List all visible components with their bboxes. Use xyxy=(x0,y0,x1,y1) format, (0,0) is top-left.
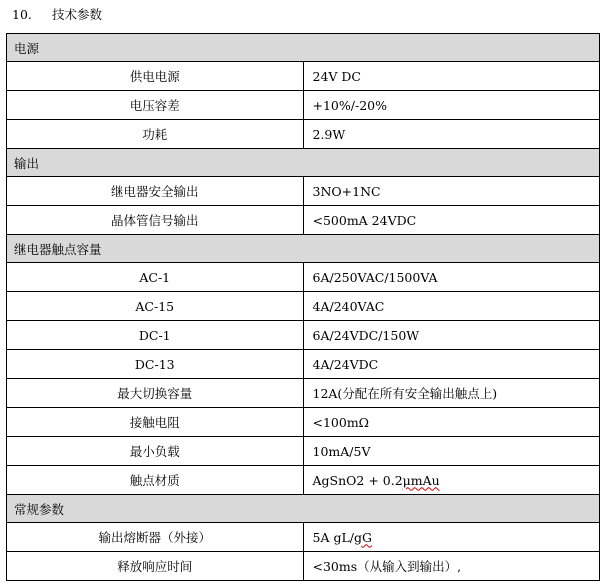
section-title: 输出 xyxy=(7,149,600,177)
table-row xyxy=(7,523,600,552)
table-row xyxy=(7,292,600,321)
spellcheck-underlined-text: gG xyxy=(353,529,372,545)
row-value: 6A/250VAC/1500VA xyxy=(303,263,600,292)
section-row-output xyxy=(7,149,600,177)
row-label: DC-1 xyxy=(7,321,304,350)
row-value: 6A/24VDC/150W xyxy=(303,321,600,350)
table-row xyxy=(7,263,600,292)
table-row xyxy=(7,466,600,495)
section-row-contact-capacity xyxy=(7,235,600,263)
row-value: 24V DC xyxy=(303,62,600,91)
row-label: 释放响应时间 xyxy=(7,552,304,581)
table-row xyxy=(7,321,600,350)
section-title: 技术参数 xyxy=(52,7,103,22)
row-label: AC-1 xyxy=(7,263,304,292)
row-value xyxy=(303,466,600,495)
table-row xyxy=(7,437,600,466)
table-row xyxy=(7,379,600,408)
value-text: AgSnO2 + 0.2 xyxy=(312,472,403,488)
row-label: 供电电源 xyxy=(7,62,304,91)
table-row xyxy=(7,177,600,206)
table-row xyxy=(7,408,600,437)
row-label: 功耗 xyxy=(7,120,304,149)
row-value: +10%/-20% xyxy=(303,91,600,120)
table-row xyxy=(7,206,600,235)
row-value: <100mΩ xyxy=(303,408,600,437)
spellcheck-underlined-text: μmAu xyxy=(402,472,440,488)
row-label: DC-13 xyxy=(7,350,304,379)
section-title: 常规参数 xyxy=(7,495,600,523)
row-value: 4A/24VDC xyxy=(303,350,600,379)
row-label: AC-15 xyxy=(7,292,304,321)
table-row xyxy=(7,91,600,120)
row-value: <30ms（从输入到输出）, xyxy=(303,552,600,581)
row-value: <500mA 24VDC xyxy=(303,206,600,235)
spec-table xyxy=(6,33,600,581)
section-title: 继电器触点容量 xyxy=(7,235,600,263)
table-row xyxy=(7,350,600,379)
row-label: 电压容差 xyxy=(7,91,304,120)
row-label: 最小负载 xyxy=(7,437,304,466)
section-row-general xyxy=(7,495,600,523)
row-value: 12A(分配在所有安全输出触点上) xyxy=(303,379,600,408)
row-value xyxy=(303,523,600,552)
table-row xyxy=(7,552,600,581)
row-label: 晶体管信号输出 xyxy=(7,206,304,235)
row-value: 3NO+1NC xyxy=(303,177,600,206)
row-value: 10mA/5V xyxy=(303,437,600,466)
section-number: 10. xyxy=(12,7,32,22)
row-label: 触点材质 xyxy=(7,466,304,495)
row-value: 2.9W xyxy=(303,120,600,149)
section-title: 电源 xyxy=(7,34,600,62)
row-label: 接触电阻 xyxy=(7,408,304,437)
table-row xyxy=(7,120,600,149)
row-label: 继电器安全输出 xyxy=(7,177,304,206)
section-heading xyxy=(12,5,102,25)
table-row xyxy=(7,62,600,91)
section-row-power xyxy=(7,34,600,62)
row-value: 4A/240VAC xyxy=(303,292,600,321)
value-text: 5A gL/ xyxy=(312,529,354,545)
row-label: 输出熔断器（外接） xyxy=(7,523,304,552)
row-label: 最大切换容量 xyxy=(7,379,304,408)
